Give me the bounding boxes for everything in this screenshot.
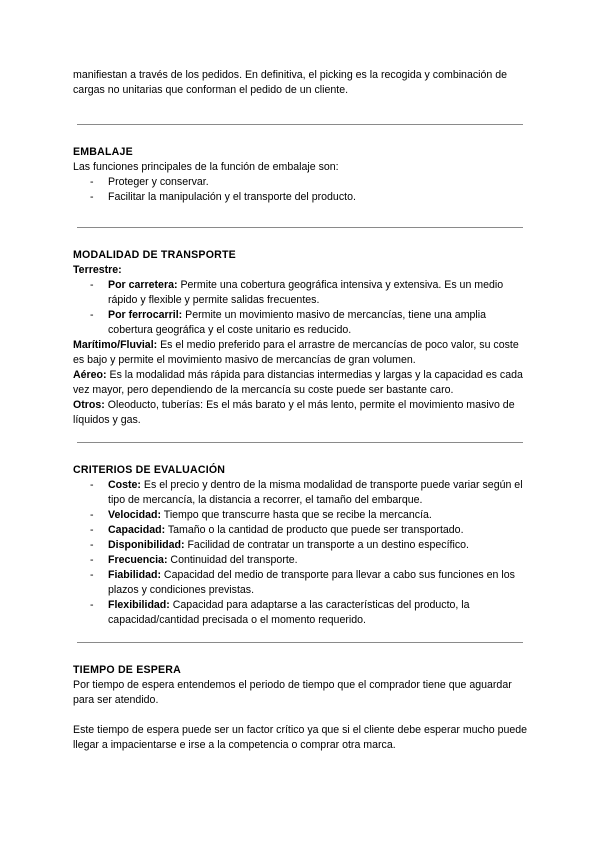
section-embalaje (73, 145, 529, 205)
item-text: Permite una cobertura geográfica intensiva y extensiva. Es un medio rápido y flexible y permite salidas frecuentes. (108, 279, 504, 306)
item-term: Flexibilidad: (108, 599, 170, 611)
intro-paragraph: manifiestan a través de los pedidos. En definitiva, el picking es la recogida y combinación de cargas no unitarias que conforman el pedido de un cliente. (73, 69, 508, 96)
item-text: Capacidad para adaptarse a las características del producto, la capacidad/cantidad precisada o el momento requerido. (108, 599, 470, 626)
item-text: Permite un movimiento masivo de mercancías, tiene una amplia cobertura geográfica y el coste unitario es reducido. (108, 309, 487, 336)
list-item (73, 598, 529, 628)
list-item (73, 508, 529, 523)
list-item (73, 278, 529, 308)
section-title-tiempo: TIEMPO DE ESPERA (73, 664, 181, 676)
section-title-modalidad: MODALIDAD DE TRANSPORTE (73, 249, 236, 261)
criterios-list (73, 478, 529, 628)
maritimo-text: Es el medio preferido para el arrastre de mercancías de poco valor, su coste es bajo y permite el movimiento masivo de mercancías de gran volumen. (73, 339, 519, 366)
item-text: Tamaño o la cantidad de producto que puede ser transportado. (165, 524, 464, 536)
otros-paragraph (73, 398, 529, 428)
item-text: Capacidad del medio de transporte para llevar a cabo sus funciones en los plazos y condiciones previstas. (108, 569, 515, 596)
list-item (73, 538, 529, 553)
aereo-paragraph (73, 368, 529, 398)
maritimo-term: Marítimo/Fluvial: (73, 339, 158, 351)
list-item (73, 568, 529, 598)
terrestre-list (73, 278, 529, 338)
item-term: Por carretera: (108, 279, 178, 291)
section-title-criterios: CRITERIOS DE EVALUACIÓN (73, 464, 226, 476)
list-item (73, 523, 529, 538)
tiempo-paragraph-2: Este tiempo de espera puede ser un factor crítico ya que si el cliente debe esperar mucho puede llegar a impacientarse e irse a la competencia o comprar otra marca. (73, 724, 528, 751)
document-content (73, 68, 529, 753)
item-text: Continuidad del transporte. (167, 554, 298, 566)
item-term: Coste: (108, 479, 141, 491)
list-item (73, 478, 529, 508)
otros-text: Oleoducto, tuberías: Es el más barato y el más lento, permite el movimiento masivo de líquidos y gas. (73, 399, 515, 426)
section-criterios (73, 463, 529, 628)
list-item: - Proteger y conservar. (73, 175, 529, 190)
item-term: Velocidad: (108, 509, 161, 521)
aereo-term: Aéreo: (73, 369, 107, 381)
item-term: Fiabilidad: (108, 569, 161, 581)
aereo-text: Es la modalidad más rápida para distancias intermedias y largas y la capacidad es cada vez mayor, pero dependiendo de la mercancía su coste puede ser bastante caro. (73, 369, 523, 396)
item-term: Disponibilidad: (108, 539, 185, 551)
maritimo-paragraph (73, 338, 529, 368)
otros-term: Otros: (73, 399, 105, 411)
item-term: Frecuencia: (108, 554, 168, 566)
item-term: Por ferrocarril: (108, 309, 183, 321)
tiempo-paragraph-1: Por tiempo de espera entendemos el periodo de tiempo que el comprador tiene que aguardar para ser atendido. (73, 679, 512, 706)
embalaje-lead: Las funciones principales de la función de embalaje son: (73, 161, 339, 173)
item-text: Tiempo que transcurre hasta que se recibe la mercancía. (160, 509, 432, 521)
embalaje-list (73, 175, 529, 205)
list-item (73, 308, 529, 338)
terrestre-label: Terrestre: (73, 264, 122, 276)
item-text: Facilidad de contratar un transporte a un destino específico. (184, 539, 469, 551)
section-title-embalaje: EMBALAJE (73, 146, 133, 158)
item-text: Es el precio y dentro de la misma modalidad de transporte puede variar según el tipo de mercancía, la distancia a recorrer, el tamaño del embarque. (108, 479, 523, 506)
list-item: - Facilitar la manipulación y el transporte del producto. (73, 190, 529, 205)
section-tiempo (73, 663, 529, 753)
list-item (73, 553, 529, 568)
item-term: Capacidad: (108, 524, 166, 536)
section-modalidad (73, 248, 529, 428)
